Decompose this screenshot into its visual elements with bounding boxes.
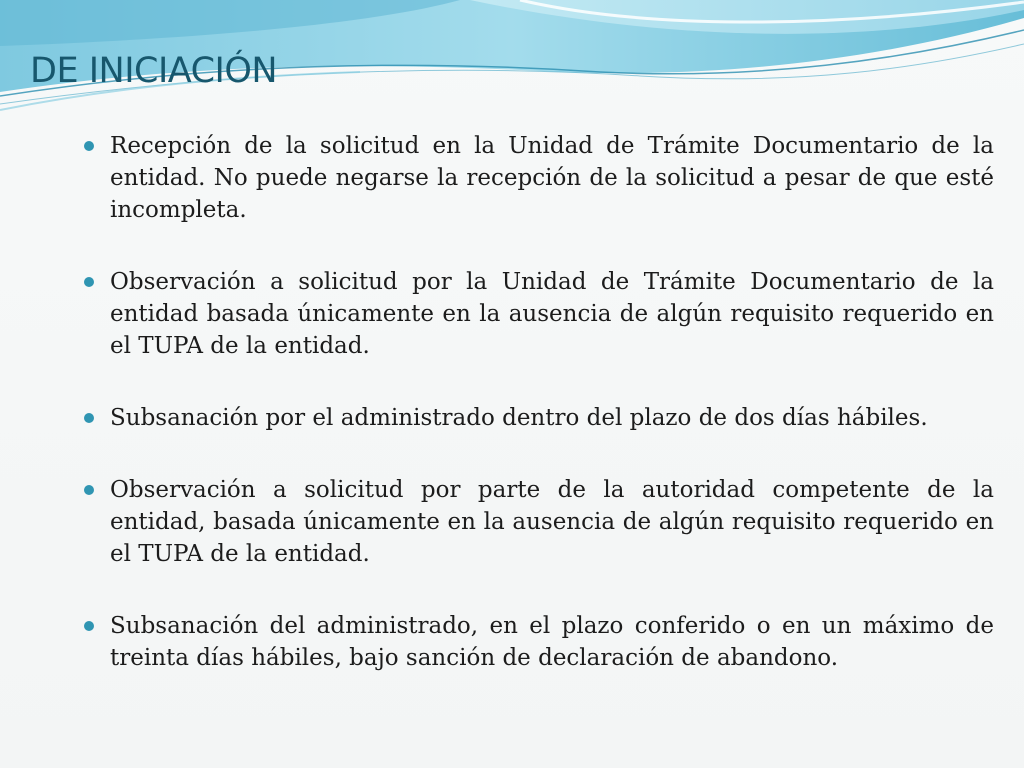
- bullet-dot-icon: [84, 277, 94, 287]
- slide-title: DE INICIACIÓN: [30, 51, 278, 91]
- bullet-dot-icon: [84, 485, 94, 495]
- bullet-item: [82, 402, 994, 434]
- bullet-dot-icon: [84, 413, 94, 423]
- bullet-text: Observación a solicitud por la Unidad de Trámite Documentario de la entidad basada únicamente en la ausencia de algún requisito requerido en el TUPA de la entidad.: [110, 269, 994, 359]
- bullet-item: [82, 474, 994, 570]
- bullet-item: [82, 266, 994, 362]
- bullet-list: [82, 130, 994, 714]
- bullet-text: Subsanación del administrado, en el plazo conferido o en un máximo de treinta días hábiles, bajo sanción de declaración de abandono.: [110, 613, 994, 671]
- bullet-dot-icon: [84, 141, 94, 151]
- bullet-dot-icon: [84, 621, 94, 631]
- bullet-item: [82, 610, 994, 674]
- bullet-text: Observación a solicitud por parte de la autoridad competente de la entidad, basada únicamente en la ausencia de algún requisito requerido en el TUPA de la entidad.: [110, 477, 994, 567]
- bullet-text: Recepción de la solicitud en la Unidad de Trámite Documentario de la entidad. No puede negarse la recepción de la solicitud a pesar de que esté incompleta.: [110, 133, 994, 223]
- bullet-item: [82, 130, 994, 226]
- bullet-text: Subsanación por el administrado dentro del plazo de dos días hábiles.: [110, 405, 928, 431]
